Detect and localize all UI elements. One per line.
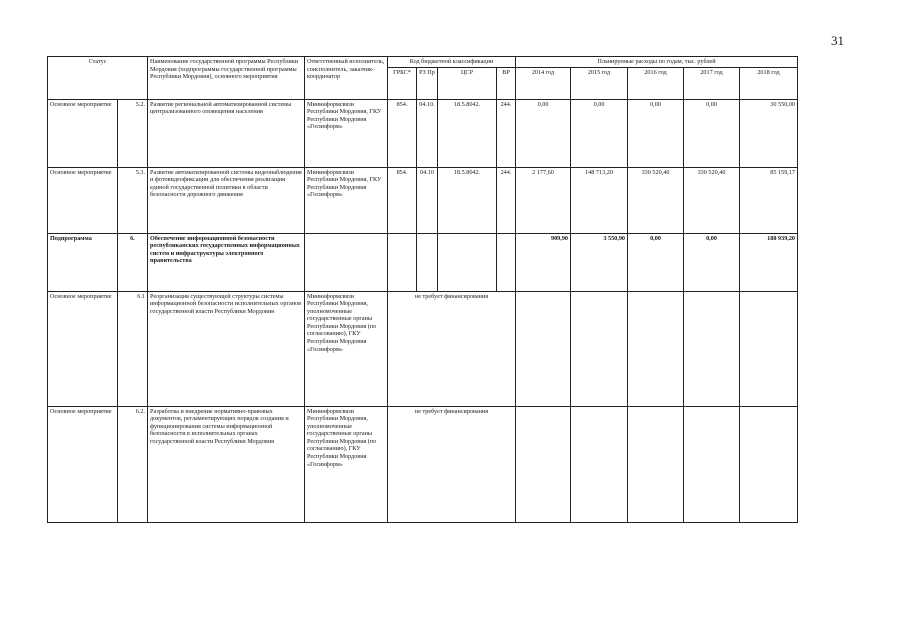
row-2017: 0,00 — [684, 233, 740, 291]
row-2016 — [628, 406, 684, 522]
table-row — [48, 406, 798, 522]
row-number: 5.2. — [118, 99, 148, 167]
table-row — [48, 291, 798, 406]
header-2016: 2016 год — [628, 67, 684, 99]
row-csr: 18.5.8042. — [438, 99, 497, 167]
row-2016: 0,00 — [628, 233, 684, 291]
header-csr: ЦСР — [438, 67, 497, 99]
row-responsible: Мининформсвязи Республики Мордовия, ГКУ Республики Мордовия «Госинформ» — [305, 167, 388, 233]
row-vr: 244. — [497, 167, 516, 233]
row-grbs: 854. — [388, 167, 417, 233]
row-2018 — [740, 406, 798, 522]
table-row — [48, 99, 798, 167]
header-vr: ВР — [497, 67, 516, 99]
row-responsible: Мининформсвязи Республики Мордовия, ГКУ Республики Мордовия «Госинформ» — [305, 99, 388, 167]
row-responsible — [305, 233, 388, 291]
header-2015: 2015 год — [571, 67, 628, 99]
row-2016: 330 520,40 — [628, 167, 684, 233]
row-status: Основное мероприятие — [48, 406, 118, 522]
row-2014: 909,90 — [516, 233, 571, 291]
row-name: Реорганизация существующей структуры системы информационной безопасности исполнительных органов государственной власти Республики Мордовия — [148, 291, 305, 406]
row-2017: 0,00 — [684, 99, 740, 167]
row-responsible: Мининформсвязи Республики Мордовия, уполномоченные государственные органы Республики Мордовия (по согласованию), ГКУ Республики Мордовия «Госинформ» — [305, 406, 388, 522]
row-2017 — [684, 291, 740, 406]
header-expense-group: Планируемые расходы по годам, тыс. рублей — [516, 57, 798, 68]
header-status: Статус — [48, 57, 148, 100]
header-rz: РЗ Пр — [417, 67, 438, 99]
row-2015: 3 550,90 — [571, 233, 628, 291]
table-row-subprogram — [48, 233, 798, 291]
page-number: 31 — [831, 33, 844, 48]
header-code-group: Код бюджетной классификации — [388, 57, 516, 68]
row-csr: 18.5.8042. — [438, 167, 497, 233]
row-2017 — [684, 406, 740, 522]
row-name: Обеспечение информационной безопасности республиканских государственных информационных систем и инфраструктуры электронного правительства — [148, 233, 305, 291]
row-csr — [438, 233, 497, 291]
row-2015: 0,00 — [571, 99, 628, 167]
row-rz: 04.10 — [417, 167, 438, 233]
row-2015 — [571, 291, 628, 406]
row-status: Подпрограмма — [48, 233, 118, 291]
row-name: Развитие автоматизированной системы видеонаблюдения и фотовидеофиксации для обеспечения реализации единой государственной политики в области безопасности дорожного движения — [148, 167, 305, 233]
header-grbs: ГРБС* — [388, 67, 417, 99]
row-vr: 244. — [497, 99, 516, 167]
row-2014 — [516, 406, 571, 522]
header-name: Наименование государственной программы Республики Мордовия (подпрограммы государственной программы Республики Мордовия), основного мероприятия — [148, 57, 305, 100]
row-rz — [417, 233, 438, 291]
row-2014: 2 177,60 — [516, 167, 571, 233]
row-vr — [497, 233, 516, 291]
row-status: Основное мероприятие — [48, 291, 118, 406]
row-2016 — [628, 291, 684, 406]
row-name: Разработка и внедрение нормативно-правовых документов, регламентирующих порядок создания и функционирования системы информационной безопасности в исполнительных органах государственной власти Республики Мордовия — [148, 406, 305, 522]
row-2018: 188 939,20 — [740, 233, 798, 291]
row-2018: 30 550,00 — [740, 99, 798, 167]
row-2015 — [571, 406, 628, 522]
header-2018: 2018 год — [740, 67, 798, 99]
row-grbs: 854. — [388, 99, 417, 167]
row-note: не требует финансирования — [388, 291, 516, 406]
budget-table — [47, 56, 798, 523]
row-number: 6.2. — [118, 406, 148, 522]
row-number: 5.3. — [118, 167, 148, 233]
row-responsible: Мининформсвязи Республики Мордовия, уполномоченные государственные органы Республики Мордовия (по согласованию), ГКУ Республики Мордовия «Госинформ» — [305, 291, 388, 406]
row-2018: 85 159,17 — [740, 167, 798, 233]
row-2014: 0,00 — [516, 99, 571, 167]
header-responsible: Ответственный исполнитель, соисполнитель, заказчик-координатор — [305, 57, 388, 100]
row-2017: 330 520,40 — [684, 167, 740, 233]
row-2016: 0,00 — [628, 99, 684, 167]
row-number: 6. — [118, 233, 148, 291]
row-status: Основное мероприятие — [48, 99, 118, 167]
row-grbs — [388, 233, 417, 291]
table-row — [48, 167, 798, 233]
row-name: Развитие региональной автоматизированной системы централизованного оповещения населения — [148, 99, 305, 167]
row-note: не требует финансирования — [388, 406, 516, 522]
row-number: 6.1 — [118, 291, 148, 406]
row-rz: 04.10. — [417, 99, 438, 167]
row-2018 — [740, 291, 798, 406]
row-status: Основное мероприятие — [48, 167, 118, 233]
row-2015: 148 713,20 — [571, 167, 628, 233]
header-2014: 2014 год — [516, 67, 571, 99]
header-row-1 — [48, 57, 798, 68]
row-2014 — [516, 291, 571, 406]
header-2017: 2017 год — [684, 67, 740, 99]
